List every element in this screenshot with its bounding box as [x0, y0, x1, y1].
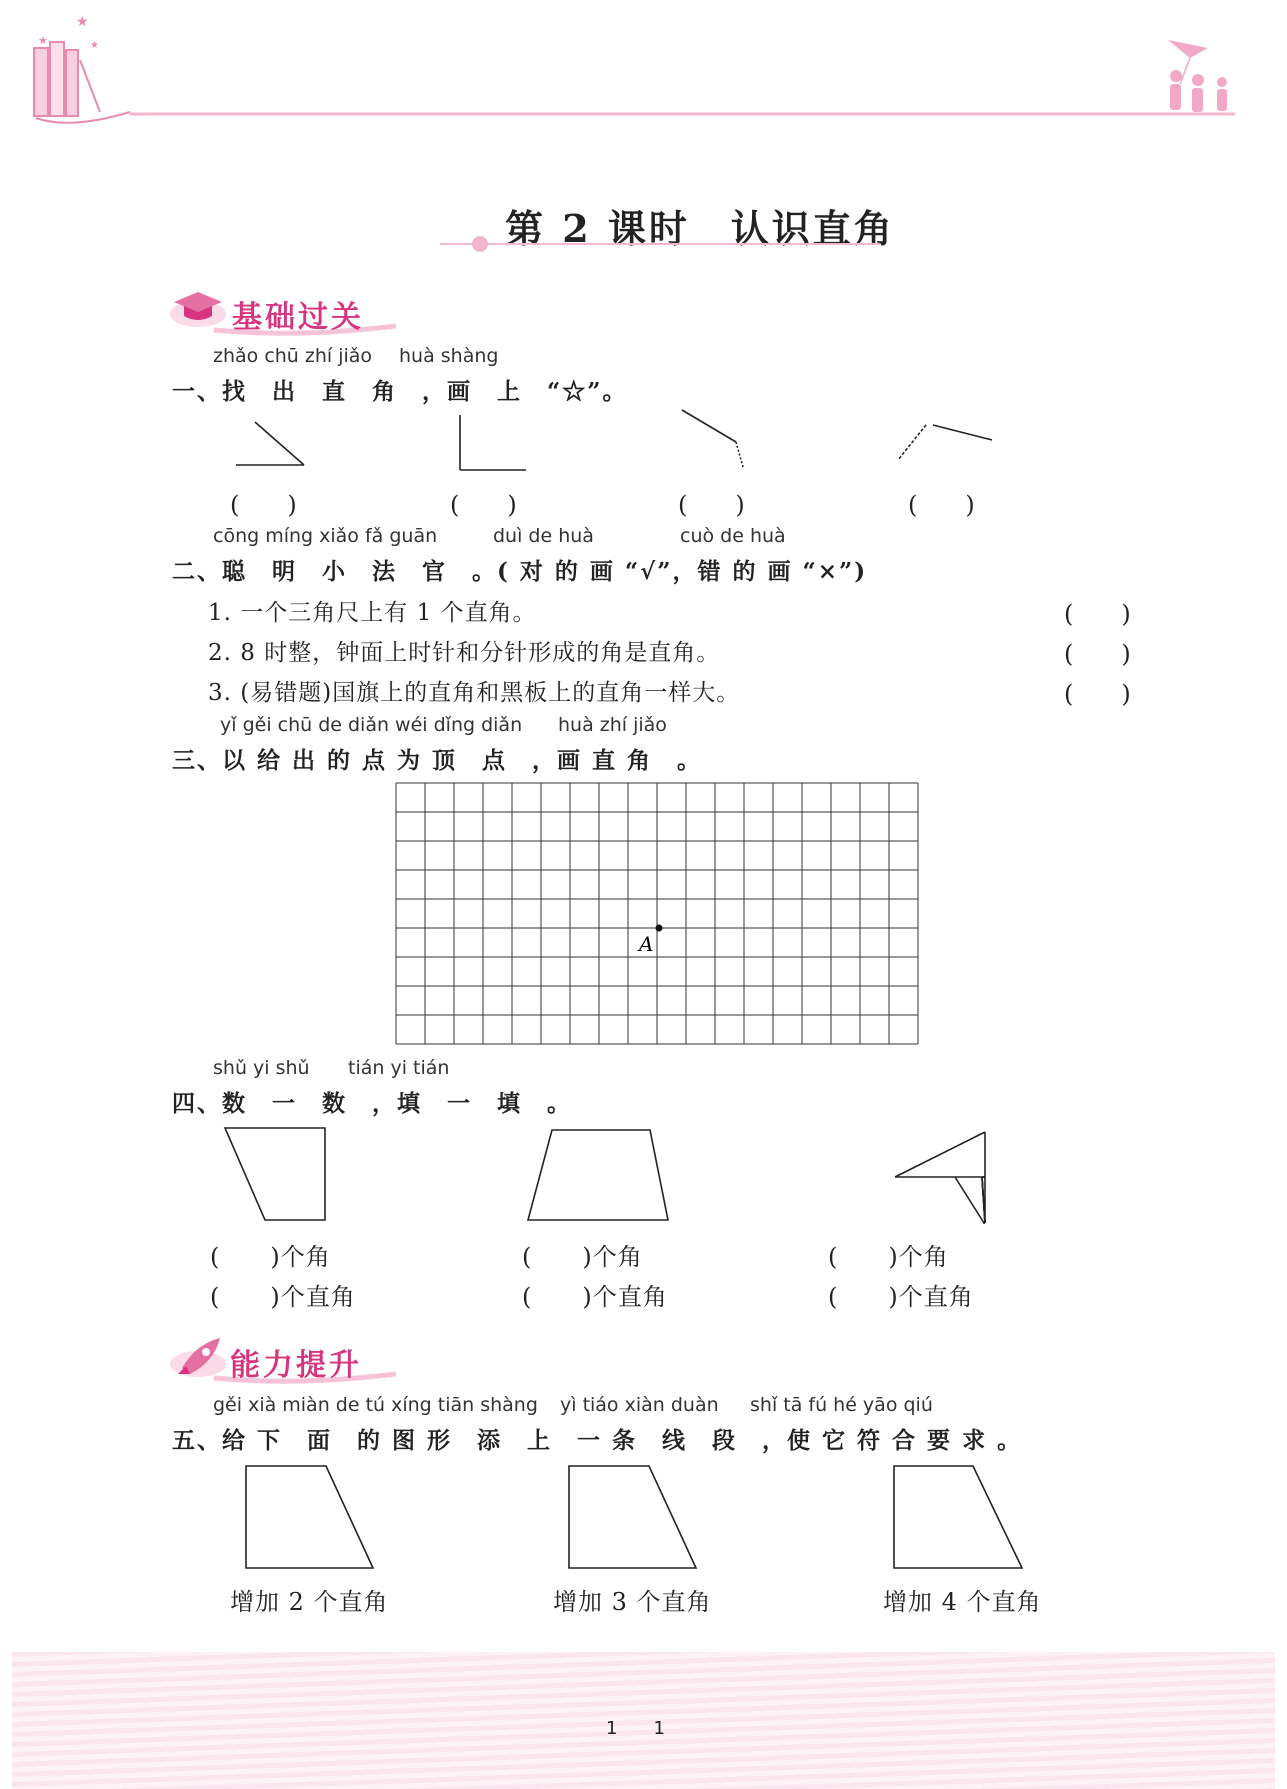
q5-title: 五、给 下 面 的 图 形 添 上 一 条 线 段 ，使 它 符 合 要 求 。	[172, 1427, 1023, 1454]
q1-angle-3	[682, 410, 743, 467]
q4-right-angle-count-2[interactable]: ( )个直角	[522, 1283, 668, 1311]
title-underline	[440, 236, 880, 256]
q4-angle-count-3[interactable]: ( )个角	[828, 1243, 949, 1271]
q5-caption-3: 增加 4 个直角	[883, 1588, 1042, 1616]
section-title-basic: 基础过关	[232, 300, 364, 335]
svg-text:★: ★	[76, 14, 89, 30]
svg-text:★: ★	[38, 34, 48, 47]
q1-answer-blank-3[interactable]: ( )	[678, 491, 745, 519]
q5-pinyin-1: gěi xià miàn de tú xíng tiān shàng	[213, 1394, 538, 1416]
q2-statement-3: 3. (易错题)国旗上的直角和黑板上的直角一样大。	[208, 680, 741, 706]
lesson-title: 第 2 课时 认识直角	[505, 206, 895, 251]
q4-angle-count-1[interactable]: ( )个角	[210, 1243, 331, 1271]
q2-pinyin-2: duì de huà	[493, 525, 594, 547]
q3-grid[interactable]	[395, 782, 923, 1048]
q2-statement-2: 2. 8 时整，钟面上时针和分针形成的角是直角。	[208, 640, 721, 666]
svg-text:★: ★	[90, 40, 99, 51]
q1-angle-1	[236, 422, 304, 465]
q1-title: 一、找 出 直 角 ，画 上 “☆”。	[172, 378, 628, 405]
q1-pinyin-2: huà shàng	[399, 345, 499, 367]
q3-pinyin-2: huà zhí jiǎo	[558, 714, 667, 736]
point-a-marker	[656, 925, 663, 932]
point-a-label: A	[639, 932, 654, 956]
q5-pinyin-2: yì tiáo xiàn duàn	[560, 1394, 719, 1416]
q4-right-angle-count-3[interactable]: ( )个直角	[828, 1283, 974, 1311]
q1-pinyin-1: zhǎo chū zhí jiǎo	[213, 345, 373, 367]
q5-trapezoid-1	[246, 1466, 373, 1568]
q4-angle-count-2[interactable]: ( )个角	[522, 1243, 643, 1271]
q1-angle-figures	[220, 405, 1020, 475]
page-number: 1 1	[606, 1718, 665, 1739]
q4-title: 四、数 一 数 ，填 一 填 。	[172, 1090, 572, 1117]
q3-pinyin-1: yǐ gěi chū de diǎn wéi dǐng diǎn	[220, 714, 523, 736]
q4-shape-zigshape	[895, 1132, 985, 1223]
q4-pinyin-1: shǔ yi shǔ	[213, 1057, 310, 1079]
q1-answer-blank-2[interactable]: ( )	[450, 491, 517, 519]
q5-caption-2: 增加 3 个直角	[553, 1588, 712, 1616]
q2-answer-1[interactable]: ( )	[1064, 600, 1131, 628]
q4-shapes	[200, 1120, 1000, 1230]
q1-angle-2	[460, 415, 526, 470]
section-title-advanced: 能力提升	[230, 1348, 362, 1383]
q2-title: 二、聪 明 小 法 官 。( 对 的 画 “√”，错 的 画 “×”)	[172, 558, 868, 585]
children-kite-icon	[1168, 40, 1227, 112]
q4-shape-trapezoid	[528, 1130, 668, 1220]
q2-pinyin-3: cuò de huà	[680, 525, 786, 547]
q4-right-angle-count-1[interactable]: ( )个直角	[210, 1283, 356, 1311]
q4-shape-quadrilateral	[225, 1128, 325, 1220]
q5-trapezoid-2	[569, 1466, 696, 1568]
q2-pinyin-1: cōng míng xiǎo fǎ guān	[213, 525, 438, 547]
q1-answer-blank-4[interactable]: ( )	[908, 491, 975, 519]
q2-answer-3[interactable]: ( )	[1064, 680, 1131, 708]
q5-trapezoid-3	[894, 1466, 1022, 1568]
q3-title: 三、以 给 出 的 点 为 顶 点 ，画 直 角 。	[172, 747, 703, 774]
q5-pinyin-3: shǐ tā fú hé yāo qiú	[750, 1394, 933, 1416]
q2-answer-2[interactable]: ( )	[1064, 640, 1131, 668]
books-logo-icon	[34, 14, 130, 123]
q4-pinyin-2: tián yi tián	[348, 1057, 450, 1079]
q5-shapes	[230, 1460, 1050, 1572]
q1-angle-4	[898, 425, 992, 460]
q2-statement-1: 1. 一个三角尺上有 1 个直角。	[208, 600, 537, 626]
header-decoration	[0, 0, 1287, 140]
q5-caption-1: 增加 2 个直角	[230, 1588, 389, 1616]
q1-answer-blank-1[interactable]: ( )	[230, 491, 297, 519]
